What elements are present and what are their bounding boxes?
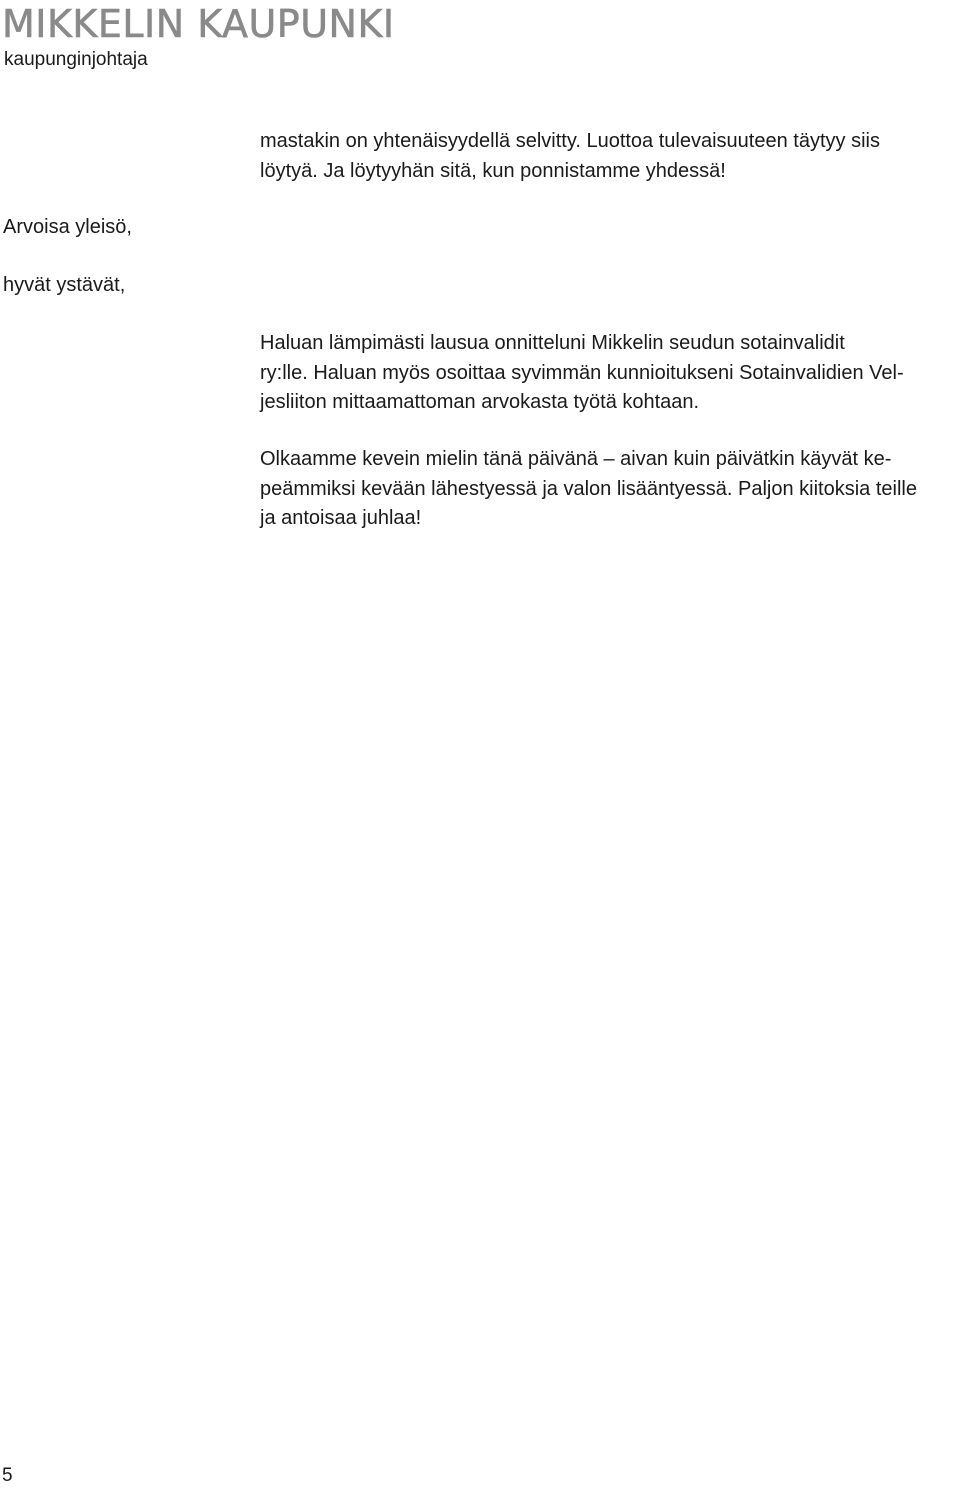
- paragraph-3: [260, 445, 960, 534]
- paragraph-2: [260, 329, 960, 418]
- paragraph-3-line: ja antoisaa juhlaa!: [260, 507, 422, 529]
- greeting-audience: Arvoisa yleisö,: [3, 216, 132, 238]
- city-logo: MIKKELIN KAUPUNKI: [2, 2, 395, 46]
- author-role: kaupunginjohtaja: [4, 49, 148, 70]
- paragraph-1-line: mastakin on yhtenäisyydellä selvitty. Luottoa tulevaisuuteen täytyy siis: [260, 130, 880, 152]
- page-number: 5: [2, 1465, 13, 1486]
- greeting-friends: hyvät ystävät,: [3, 274, 126, 296]
- paragraph-3-line: peämmiksi kevään lähestyessä ja valon lisääntyessä. Paljon kiitoksia teille: [260, 477, 917, 500]
- paragraph-3-line: Olkaamme kevein mielin tänä päivänä – aivan kuin päivätkin käyvät ke-: [260, 448, 892, 470]
- paragraph-2-line: Haluan lämpimästi lausua onnitteluni Mikkelin seudun sotainvalidit: [260, 332, 845, 354]
- paragraph-1: [260, 127, 950, 186]
- paragraph-2-line: ry:lle. Haluan myös osoittaa syvimmän kunnioitukseni Sotainvalidien Vel-: [260, 361, 904, 384]
- paragraph-2-line: jesliiton mittaamattoman arvokasta työtä kohtaan.: [260, 391, 700, 413]
- paragraph-1-line: löytyä. Ja löytyyhän sitä, kun ponnistamme yhdessä!: [260, 159, 726, 182]
